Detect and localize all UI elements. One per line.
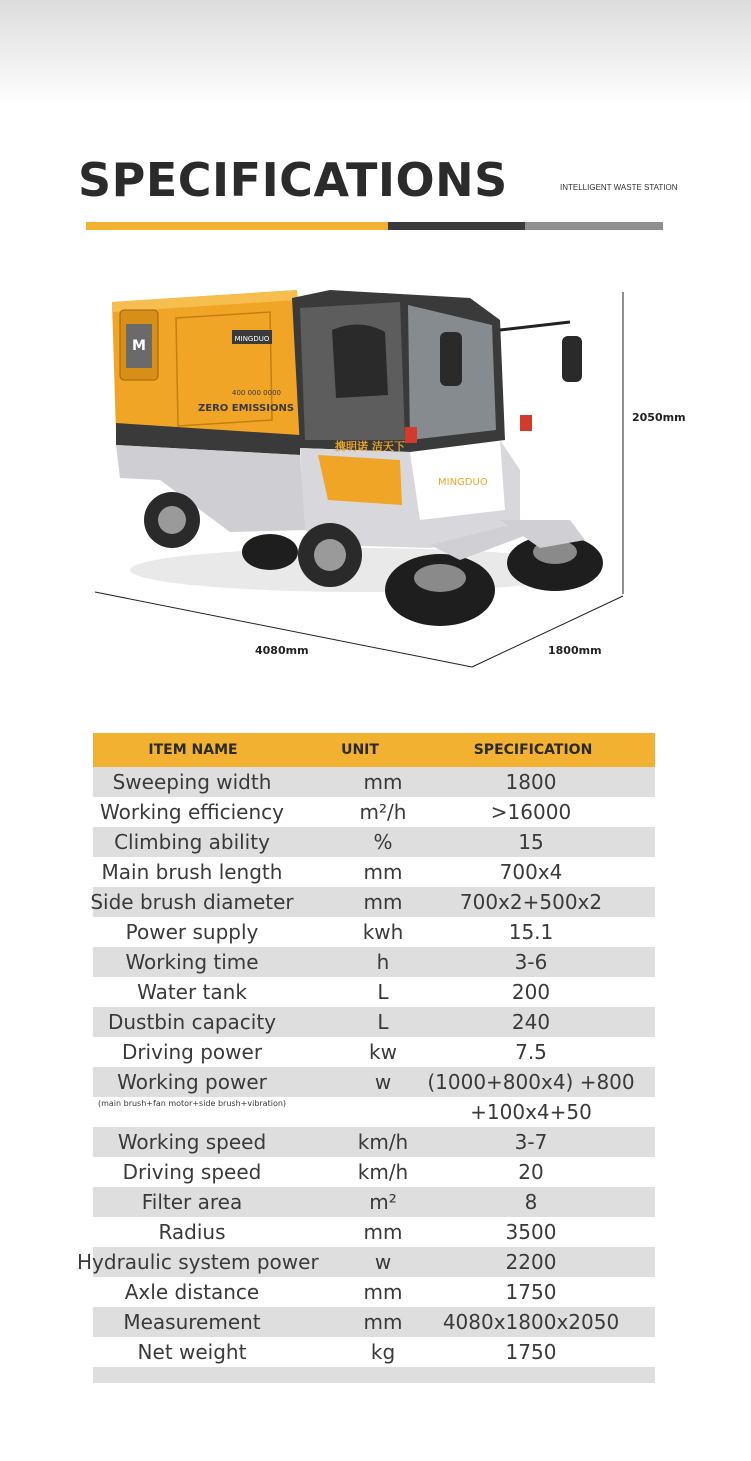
height-dimension-label: 2050mm	[632, 411, 686, 424]
cell-item: Filter area	[141, 1190, 243, 1214]
top-gradient-band	[0, 0, 751, 105]
specification-table	[77, 733, 655, 1383]
cell-unit: m²	[369, 1190, 397, 1214]
table-row	[93, 1007, 655, 1037]
cell-item: Sweeping width	[112, 770, 272, 794]
cell-spec: 1750	[505, 1280, 557, 1304]
cell-item: Working efficiency	[100, 800, 284, 824]
page-subtitle: INTELLIGENT WASTE STATION	[560, 183, 678, 192]
cell-unit: mm	[363, 1280, 403, 1304]
panel-phone-text: 400 000 0000	[232, 389, 281, 397]
table-row-blank	[93, 1367, 655, 1383]
cell-spec: 8	[524, 1190, 538, 1214]
cell-unit: km/h	[357, 1160, 409, 1184]
cell-spec: 2200	[505, 1250, 557, 1274]
table-row	[93, 1277, 655, 1307]
cell-unit: km/h	[357, 1130, 409, 1154]
cell-item: Measurement	[123, 1310, 261, 1334]
table-row	[93, 1157, 655, 1187]
accent-bar-dark	[388, 222, 525, 230]
cell-item: Side brush diameter	[90, 890, 294, 914]
door-chinese-text: 携明诺 洁天下	[335, 440, 405, 453]
table-row	[93, 1067, 655, 1097]
table-row	[77, 1247, 655, 1277]
cell-item: Net weight	[137, 1340, 247, 1364]
vehicle-logo-text: MINGDUO	[234, 335, 270, 343]
cell-spec: 4080x1800x2050	[442, 1310, 620, 1334]
table-row	[93, 917, 655, 947]
cell-spec: 3-6	[514, 950, 548, 974]
cell-spec: 200	[511, 980, 551, 1004]
header-specification: SPECIFICATION	[473, 742, 593, 758]
header-item-name: ITEM NAME	[148, 742, 238, 758]
cell-unit: w	[374, 1250, 392, 1274]
cell-unit: mm	[363, 860, 403, 884]
cell-unit: mm	[363, 1310, 403, 1334]
cell-unit: kg	[370, 1340, 396, 1364]
cell-item: Power supply	[125, 920, 259, 944]
table-row	[93, 797, 655, 827]
cell-unit: m²/h	[359, 800, 407, 824]
table-row	[90, 887, 655, 917]
table-row	[93, 1127, 655, 1157]
cell-item-note: (main brush+fan motor+side brush+vibration)	[97, 1099, 287, 1108]
table-row	[93, 827, 655, 857]
cell-spec: >16000	[490, 800, 572, 824]
cell-spec: +100x4+50	[470, 1100, 592, 1124]
cell-unit: w	[374, 1070, 392, 1094]
cell-spec: 15	[518, 830, 544, 854]
cell-unit: mm	[363, 1220, 403, 1244]
cell-unit: mm	[363, 770, 403, 794]
cell-item: Working time	[125, 950, 259, 974]
cell-spec: 1750	[505, 1340, 557, 1364]
cell-item: Water tank	[137, 980, 247, 1004]
cell-unit: mm	[363, 890, 403, 914]
cell-item: Axle distance	[124, 1280, 260, 1304]
cell-item: Radius	[158, 1220, 226, 1244]
cell-spec: 7.5	[515, 1040, 547, 1064]
table-row	[93, 1037, 655, 1067]
cell-spec: 3-7	[514, 1130, 548, 1154]
table-row	[93, 767, 655, 797]
cell-item: Working power	[117, 1070, 267, 1094]
cell-unit: kw	[369, 1040, 397, 1064]
cell-unit: L	[377, 1010, 389, 1034]
page-title: SPECIFICATIONS	[78, 153, 508, 207]
accent-bar-gray	[525, 222, 663, 230]
cell-unit: %	[373, 830, 393, 854]
table-row	[93, 1097, 655, 1127]
svg-text:M: M	[132, 338, 146, 354]
cell-spec: 240	[511, 1010, 551, 1034]
width-dimension-label: 1800mm	[548, 644, 602, 657]
header-unit: UNIT	[341, 742, 379, 758]
table-header	[93, 733, 655, 767]
main-brush	[242, 534, 298, 570]
length-dimension-label: 4080mm	[255, 644, 309, 657]
cell-unit: L	[377, 980, 389, 1004]
table-row	[93, 1307, 655, 1337]
cell-unit: h	[376, 950, 390, 974]
cell-unit: kwh	[362, 920, 404, 944]
cell-spec: 15.1	[508, 920, 554, 944]
front-logo-text: MINGDUO	[438, 477, 488, 488]
cell-spec: 700x2+500x2	[459, 890, 603, 914]
cell-item: Dustbin capacity	[107, 1010, 277, 1034]
cell-spec: (1000+800x4) +800	[427, 1070, 635, 1094]
cell-spec: 1800	[505, 770, 557, 794]
cell-item: Hydraulic system power	[77, 1250, 319, 1274]
accent-bar-yellow	[86, 222, 388, 230]
cell-item: Driving speed	[122, 1160, 262, 1184]
cell-item: Climbing ability	[114, 830, 270, 854]
sweeper-vehicle-illustration	[0, 280, 751, 680]
table-row	[93, 1187, 655, 1217]
table-row	[93, 857, 655, 887]
table-row	[93, 977, 655, 1007]
cell-item: Driving power	[121, 1040, 263, 1064]
cell-spec: 700x4	[499, 860, 563, 884]
cell-spec: 20	[518, 1160, 544, 1184]
cell-item: Working speed	[117, 1130, 267, 1154]
table-row	[93, 1337, 655, 1367]
cell-spec: 3500	[505, 1220, 557, 1244]
panel-zero-emissions-text: ZERO EMISSIONS	[198, 403, 295, 414]
table-row	[93, 1217, 655, 1247]
cell-item: Main brush length	[101, 860, 283, 884]
table-row	[93, 947, 655, 977]
